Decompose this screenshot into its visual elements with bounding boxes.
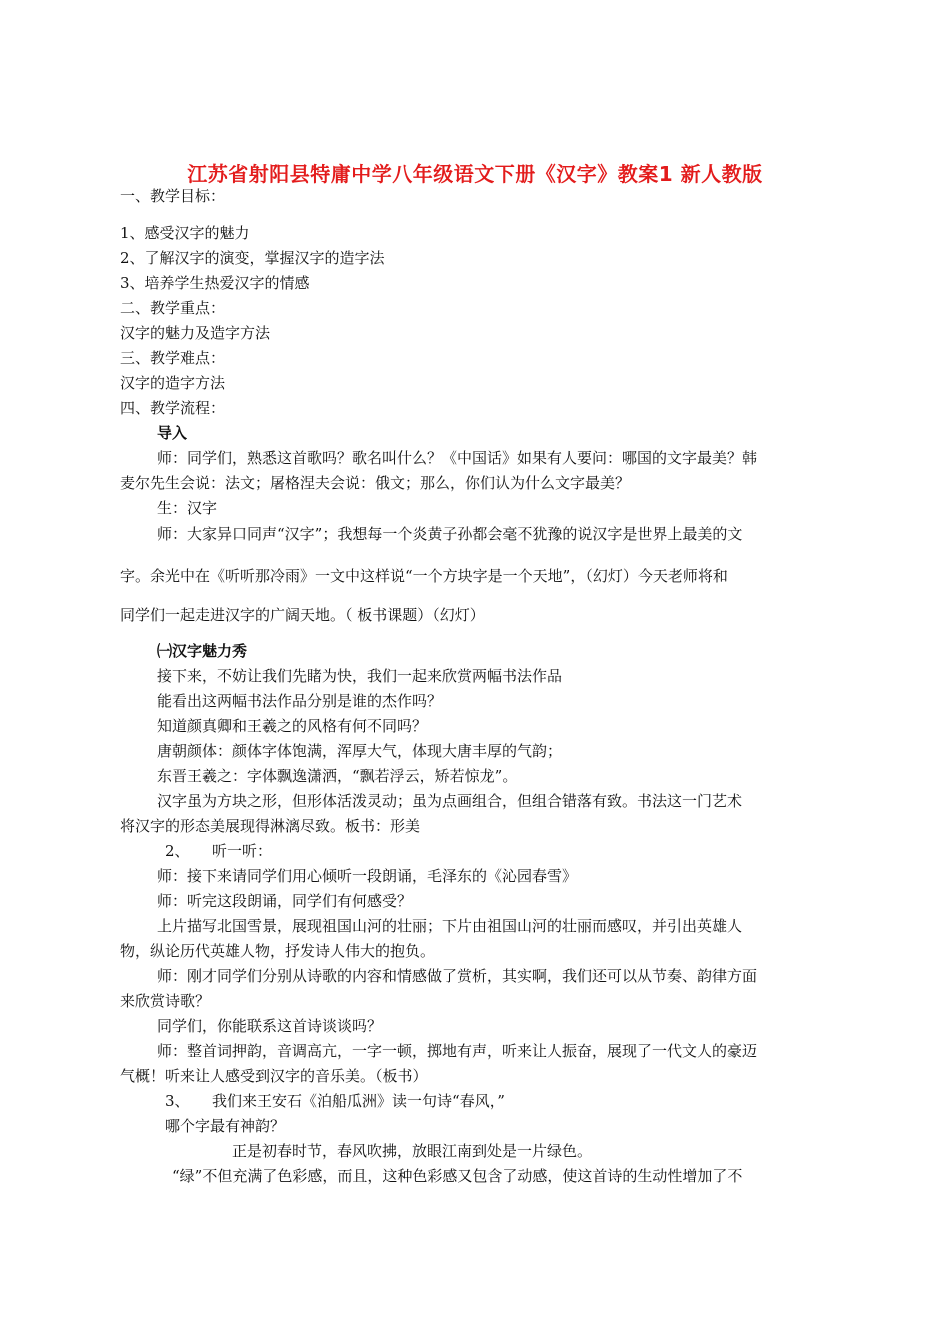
- text-line: 师：接下来请同学们用心倾听一段朗诵，毛泽东的《沁园春雪》: [157, 867, 578, 885]
- text-line: 物，纵论历代英雄人物，抒发诗人伟大的抱负。: [120, 942, 436, 960]
- text-line: 汉字的造字方法: [120, 374, 226, 392]
- text-line: 气概！听来让人感受到汉字的音乐美。（板书）: [120, 1067, 428, 1085]
- text-line: “绿”不但充满了色彩感，而且，这种色彩感又包含了动感，使这首诗的生动性增加了不: [172, 1167, 743, 1185]
- text-line: 能看出这两幅书法作品分别是谁的杰作吗？: [157, 692, 443, 710]
- text-line: 哪个字最有神韵？: [165, 1117, 286, 1135]
- text-line: 3、培养学生热爱汉字的情感: [120, 274, 310, 292]
- text-line: 接下来，不妨让我们先睹为快，我们一起来欣赏两幅书法作品: [157, 667, 563, 685]
- text-line: 师：听完这段朗诵，同学们有何感受？: [157, 892, 413, 910]
- text-line: 1、感受汉字的魅力: [120, 224, 250, 242]
- text-line: 四、教学流程：: [120, 399, 226, 417]
- text-line: 二、教学重点：: [120, 299, 226, 317]
- text-line: 知道颜真卿和王羲之的风格有何不同吗？: [157, 717, 428, 735]
- text-line: 同学们一起走进汉字的广阔天地。（ 板书课题）（幻灯）: [120, 606, 485, 624]
- text-line: 一、教学目标：: [120, 187, 226, 205]
- text-line: 师：整首词押韵，音调高亢，一字一顿，掷地有声，听来让人振奋，展现了一代文人的豪迈: [157, 1042, 758, 1060]
- text-line: 2、了解汉字的演变，掌握汉字的造字法: [120, 249, 385, 267]
- text-line: 正是初春时节，春风吹拂，放眼江南到处是一片绿色。: [232, 1142, 593, 1160]
- text-line: 3、 我们来王安石《泊船瓜洲》读一句诗“春风，”: [165, 1092, 505, 1110]
- text-line: 将汉字的形态美展现得淋漓尽致。板书：形美: [120, 817, 421, 835]
- text-line: 师：刚才同学们分别从诗歌的内容和情感做了赏析，其实啊，我们还可以从节奏、韵律方面: [157, 967, 758, 985]
- text-line: 生：汉字: [157, 499, 218, 517]
- text-line: 三、教学难点：: [120, 349, 226, 367]
- text-line: 师：大家异口同声“汉字”；我想每一个炎黄子孙都会毫不犹豫的说汉字是世界上最美的文: [157, 525, 743, 543]
- section-heading: ㈠汉字魅力秀: [157, 642, 248, 660]
- text-line: 字。余光中在《听听那冷雨》一文中这样说“一个方块字是一个天地”，（幻灯）今天老师将和: [120, 567, 728, 585]
- text-line: 汉字虽为方块之形，但形体活泼灵动；虽为点画组合，但组合错落有致。书法这一门艺术: [157, 792, 743, 810]
- text-line: 汉字的魅力及造字方法: [120, 324, 271, 342]
- section-heading: 导入: [157, 424, 188, 442]
- text-line: 师：同学们，熟悉这首歌吗？歌名叫什么？《中国话》如果有人要问：哪国的文字最美？韩: [157, 449, 758, 467]
- text-line: 同学们，你能联系这首诗谈谈吗？: [157, 1017, 383, 1035]
- text-line: 上片描写北国雪景，展现祖国山河的壮丽；下片由祖国山河的壮丽而感叹，并引出英雄人: [157, 917, 743, 935]
- text-line: 麦尔先生会说：法文；屠格涅夫会说：俄文；那么，你们认为什么文字最美？: [120, 474, 631, 492]
- text-line: 来欣赏诗歌？: [120, 992, 211, 1010]
- text-line: 2、 听一听：: [165, 842, 273, 860]
- text-line: 唐朝颜体：颜体字体饱满，浑厚大气，体现大唐丰厚的气韵；: [157, 742, 563, 760]
- document-title: 江苏省射阳县特庸中学八年级语文下册《汉字》教案1 新人教版: [187, 162, 763, 186]
- text-line: 东晋王羲之：字体飘逸潇洒，“飘若浮云，矫若惊龙”。: [157, 767, 518, 785]
